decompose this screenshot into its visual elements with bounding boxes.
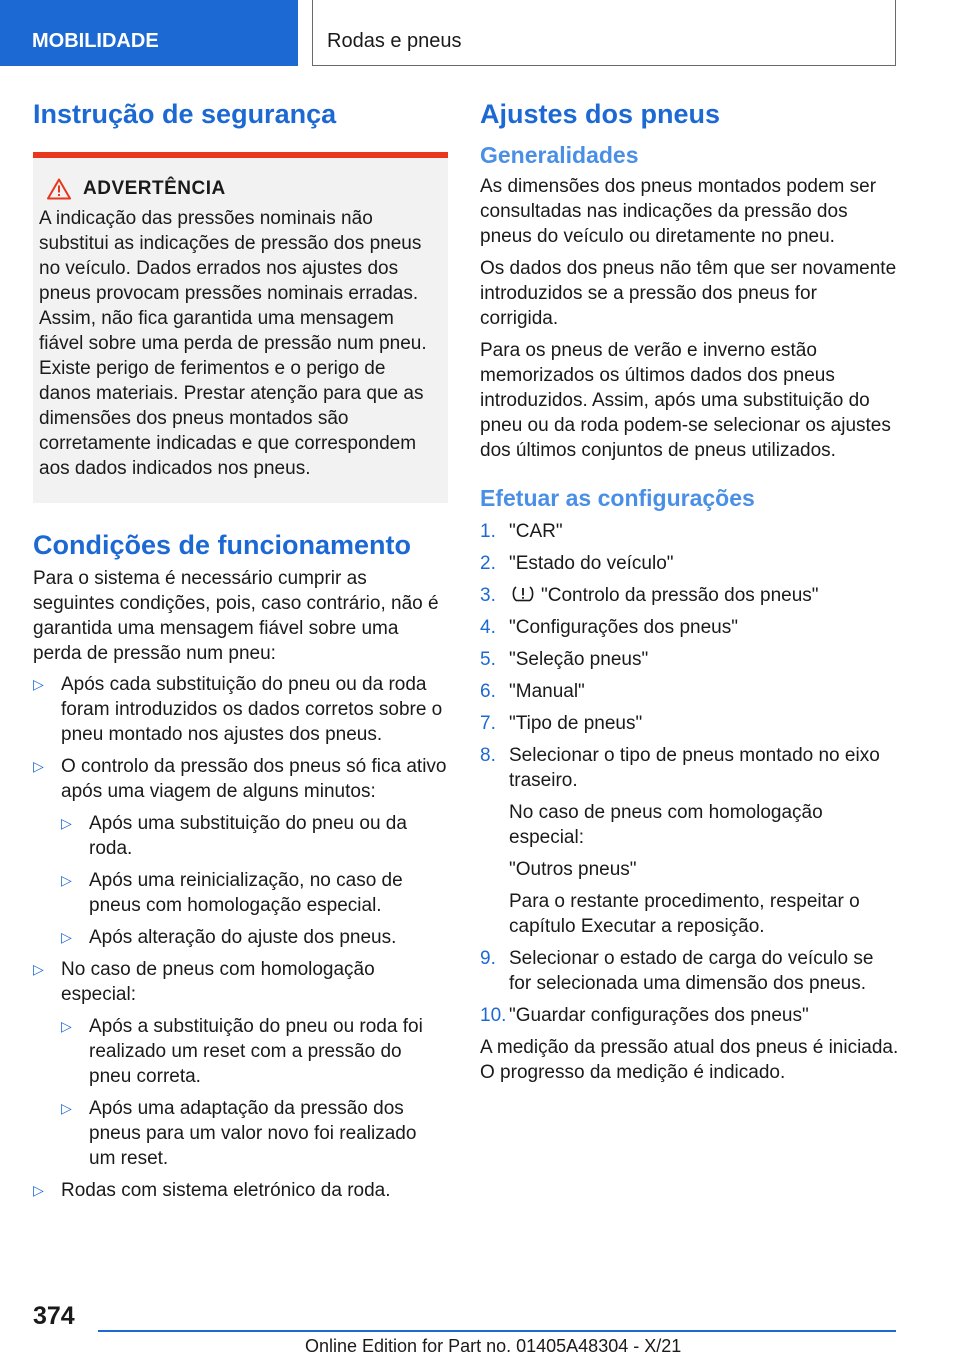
conditions-intro: Para o sistema é necessário cumprir as seguintes condições, pois, caso contrário, não é garantida uma mensagem fiável sobre uma perda de pressão num pneu: [33, 567, 439, 664]
general-paragraph: As dimensões dos pneus montados podem ser consultadas nas indicações da pressão dos pneus do veículo ou diretamente no pneu. [480, 175, 877, 247]
footer-divider [98, 1330, 896, 1332]
step-item: 5. "Seleção pneus" [480, 648, 649, 670]
triangle-bullet-icon: ▷ [61, 1017, 72, 1034]
left-column [33, 98, 448, 1210]
list-item: ▷ Após uma adaptação da pressão dos pneus para um valor novo foi realizado um reset. [61, 1097, 417, 1169]
conditions-list [33, 672, 448, 1203]
general-heading: Generalidades [480, 142, 639, 169]
triangle-bullet-icon: ▷ [61, 928, 72, 945]
triangle-bullet-icon: ▷ [61, 814, 72, 831]
conditions-heading: Condições de funcionamento [33, 530, 412, 561]
warning-label: ADVERTÊNCIA [83, 178, 226, 200]
step-item: 7. "Tipo de pneus" [480, 712, 643, 734]
step-item: 2. "Estado do veículo" [480, 552, 674, 574]
general-paragraph: Os dados dos pneus não têm que ser novamente introduzidos se a pressão dos pneus for corrigida. [480, 257, 897, 329]
closing-paragraph: A medição da pressão atual dos pneus é iniciada. O progresso da medição é indicado. [480, 1036, 899, 1083]
triangle-bullet-icon: ▷ [33, 757, 44, 774]
list-item: ▷ Após cada substituição do pneu ou da roda foram introduzidos os dados corretos sobre o pneu montado nos ajustes dos pneus. [33, 673, 443, 745]
list-item: ▷ Rodas com sistema eletrónico da roda. [33, 1179, 391, 1201]
right-column [480, 98, 900, 1085]
list-item: ▷ Após alteração do ajuste dos pneus. [61, 926, 397, 948]
triangle-bullet-icon: ▷ [33, 675, 44, 692]
footer-edition: Online Edition for Part no. 01405A48304 - X/21 [305, 1336, 682, 1356]
step-item: 6. "Manual" [480, 680, 585, 702]
warning-triangle-icon [47, 178, 71, 200]
step-item: 1. "CAR" [480, 520, 563, 542]
warning-text: A indicação das pressões nominais não substitui as indicações de pressão dos pneus no veículo. Dados errados nos ajustes dos pneus provocam pressões nominais erradas. Assim, não fica garantida uma mensagem fiável sobre uma perda de pressão num pneu. Existe perigo de ferimentos e o perigo de danos materiais. Prestar atenção para que as dimensões dos pneus montados são corretamente indicadas e que correspondem aos dados indicados nos pneus. [39, 208, 427, 480]
step-item: 3. "Controlo da pressão dos pneus" [480, 584, 819, 606]
triangle-bullet-icon: ▷ [33, 960, 44, 977]
header-section: MOBILIDADE [0, 0, 298, 66]
safety-heading: Instrução de segurança [33, 99, 337, 129]
tire-settings-heading: Ajustes dos pneus [480, 99, 721, 129]
triangle-bullet-icon: ▷ [61, 1099, 72, 1116]
warning-header [47, 178, 434, 200]
step-item: 10. "Guardar configurações dos pneus" [480, 1004, 809, 1026]
list-item: ▷ Após uma reinicialização, no caso de pneus com homologação especial. [61, 869, 403, 916]
list-item: ▷ O controlo da pressão dos pneus só fica ativo após uma viagem de alguns minutos: ▷ Após uma substituição do pneu ou da roda. ▷ Após uma reinicialização, no caso de pneus com homologação especial. ▷ Após alteração do ajuste dos pneus. [33, 755, 447, 948]
config-heading: Efetuar as configurações [480, 484, 755, 511]
warning-box [33, 152, 448, 503]
step-note: Para o restante procedimento, respeitar o capítulo Executar a reposição. [509, 890, 860, 937]
list-item: ▷ No caso de pneus com homologação especial: ▷ Após a substituição do pneu ou roda foi realizado um reset com a pressão do pneu correta. ▷ Após uma adaptação da pressão dos pneus para um valor novo foi realizado um reset. [33, 957, 448, 1171]
header-chapter: Rodas e pneus [312, 0, 896, 66]
step-note: "Outros pneus" [509, 858, 637, 880]
step-item: 8. Selecionar o tipo de pneus montado no eixo traseiro. No caso de pneus com homologação especial: "Outros pneus" Para o restante procedimento, respeitar o capítulo Executar a reposição. [480, 743, 900, 939]
step-item: 4. "Configurações dos pneus" [480, 616, 738, 638]
triangle-bullet-icon: ▷ [61, 871, 72, 888]
step-item: 9. Selecionar o estado de carga do veículo se for selecionada uma dimensão dos pneus. [480, 947, 874, 994]
step-note: No caso de pneus com homologação especial: [509, 801, 823, 848]
triangle-bullet-icon: ▷ [33, 1181, 44, 1198]
general-paragraph: Para os pneus de verão e inverno estão memorizados os últimos dados dos pneus introduzidos. Assim, após uma substituição do pneu ou da roda podem-se selecionar os ajustes dos últimos conjuntos de pneus utilizados. [480, 339, 891, 461]
list-item: ▷ Após uma substituição do pneu ou da roda. [61, 812, 407, 859]
tire-pressure-icon [511, 585, 535, 603]
page-number: 374 [33, 1302, 75, 1330]
sub-list [61, 811, 448, 950]
config-steps [480, 519, 900, 1028]
sub-list [61, 1014, 448, 1171]
list-item: ▷ Após a substituição do pneu ou roda foi realizado um reset com a pressão do pneu correta. [61, 1015, 423, 1087]
